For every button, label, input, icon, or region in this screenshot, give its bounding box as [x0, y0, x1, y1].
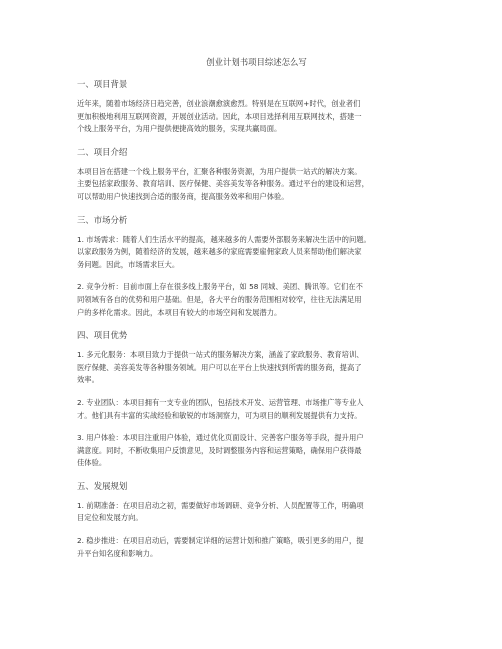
section-heading: 五、发展规划 — [77, 480, 128, 491]
paragraph-line: 更加积极地利用互联网资源，开展创业活动。因此，本项目选择利用互联网技术，搭建一 — [77, 111, 362, 121]
section-5 — [77, 480, 442, 560]
section-1 — [77, 78, 442, 136]
paragraph-line: 1. 前期准备：在项目启动之初，需要做好市场调研、竞争分析、人员配置等工作，明确项 — [77, 500, 364, 510]
paragraph-line: 佳体验。 — [77, 458, 107, 468]
paragraph — [77, 281, 442, 319]
document-body — [77, 78, 442, 560]
paragraph — [77, 397, 442, 422]
paragraph — [77, 234, 442, 272]
paragraph-line: 2. 专业团队：本项目拥有一支专业的团队，包括技术开发、运营管理、市场推广等专业人 — [77, 397, 364, 407]
paragraph-line: 1. 多元化服务：本项目致力于提供一站式的服务解决方案，涵盖了家政服务、教育培训、 — [77, 350, 364, 360]
paragraph-line: 个线上服务平台，为用户提供便捷高效的服务，实现共赢局面。 — [77, 124, 282, 134]
paragraph-line: 可以帮助用户快速找到合适的服务商，提高服务效率和用户体验。 — [77, 191, 289, 201]
paragraph-line: 以家政服务为例，随着经济的发展，越来越多的家庭需要雇佣家政人员来帮助他们解决家 — [77, 247, 362, 257]
section-4 — [77, 329, 442, 470]
paragraph-line: 2. 稳步推进：在项目启动后，需要制定详细的运营计划和推广策略，吸引更多的用户，提 — [77, 536, 364, 546]
paragraph-line: 主要包括家政服务、教育培训、医疗保健、美容美发等各种服务。通过平台的建设和运营， — [77, 179, 369, 189]
paragraph-line: 才。他们具有丰富的实战经验和敏锐的市场洞察力，可为项目的顺利发展提供有力支持。 — [77, 410, 362, 420]
paragraph-line: 3. 用户体验：本项目注重用户体验，通过优化页面设计、完善客户服务等手段，提升用户 — [77, 433, 364, 443]
paragraph-line: 升平台知名度和影响力。 — [77, 548, 158, 558]
paragraph-line: 本项目旨在搭建一个线上服务平台，汇聚各种服务资源，为用户提供一站式的解决方案。 — [77, 166, 362, 176]
paragraph — [77, 98, 442, 136]
paragraph-line: 同领域有各自的优势和用户基础。但是，各大平台的服务范围相对较窄，往往无法满足用 — [77, 294, 362, 304]
paragraph — [77, 500, 442, 525]
paragraph-line: 目定位和发展方向。 — [77, 513, 143, 523]
paragraph-line: 效率。 — [77, 375, 99, 385]
paragraph — [77, 166, 442, 204]
paragraph-line: 医疗保健、美容美发等各种服务领域。用户可以在平台上快速找到所需的服务商，提高了 — [77, 362, 362, 372]
section-heading: 一、项目背景 — [77, 79, 128, 89]
section-heading: 三、市场分析 — [77, 214, 128, 225]
paragraph — [77, 535, 442, 560]
paragraph — [77, 349, 442, 387]
paragraph-line: 近年来，随着市场经济日趋完善，创业浪潮愈演愈烈。特别是在互联网+时代，创业者们 — [77, 99, 361, 108]
paragraph — [77, 432, 442, 470]
paragraph-line: 务问题。因此，市场需求巨大。 — [77, 259, 180, 269]
paragraph-line: 1. 市场需求：随着人们生活水平的提高，越来越多的人需要外部服务来解决生活中的问题。 — [77, 234, 371, 244]
paragraph-line: 户的多样化需求。因此，本项目有较大的市场空间和发展潜力。 — [77, 307, 282, 317]
paragraph-line: 满意度。同时，不断收集用户反馈意见，及时调整服务内容和运营策略，确保用户获得最 — [77, 445, 362, 455]
section-heading: 二、项目介绍 — [77, 146, 128, 157]
section-3 — [77, 214, 442, 320]
section-heading: 四、项目优势 — [77, 330, 128, 341]
section-2 — [77, 146, 442, 204]
paragraph-line: 2. 竞争分析：目前市面上存在很多线上服务平台，如 58 同城、美团、腾讯等。它们在不 — [77, 282, 363, 292]
document-title: 创业计划书项目综述怎么写 — [206, 57, 307, 67]
